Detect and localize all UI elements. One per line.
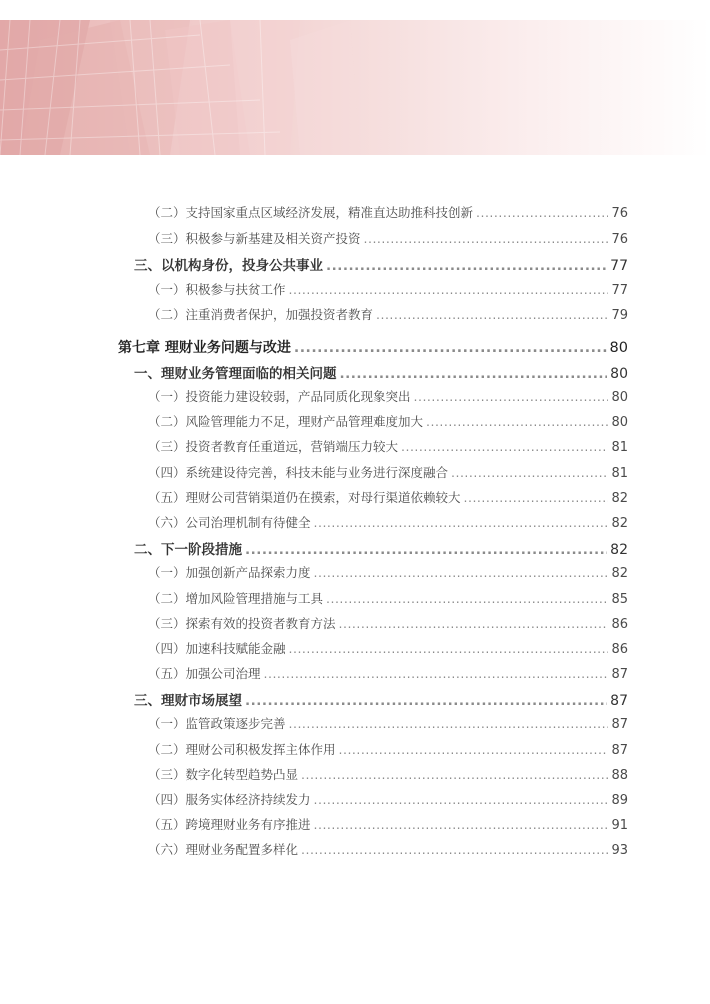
toc-leader-dots bbox=[314, 515, 609, 530]
toc-section-entry[interactable] bbox=[134, 254, 628, 274]
toc-entry[interactable] bbox=[148, 463, 628, 481]
toc-entry[interactable] bbox=[148, 840, 628, 858]
toc-entry[interactable] bbox=[148, 437, 628, 455]
toc-entry-label: 三、理财市场展望 bbox=[134, 693, 242, 709]
toc-entry-label: （四）服务实体经济持续发力 bbox=[148, 792, 311, 807]
toc-entry-label: （五）跨境理财业务有序推进 bbox=[148, 817, 311, 832]
toc-entry-page: 87 bbox=[610, 693, 628, 709]
toc-entry-label: （二）注重消费者保护，加强投资者教育 bbox=[148, 307, 374, 322]
toc-entry[interactable] bbox=[148, 740, 628, 758]
toc-entry-page: 80 bbox=[611, 390, 628, 405]
header-banner bbox=[0, 20, 710, 155]
toc-leader-dots bbox=[464, 490, 609, 505]
toc-entry-label: （五）理财公司营销渠道仍在摸索，对母行渠道依赖较大 bbox=[148, 490, 461, 505]
toc-section-entry[interactable] bbox=[134, 538, 628, 558]
toc-entry-page: 86 bbox=[611, 617, 628, 632]
toc-section-entry[interactable] bbox=[134, 362, 628, 382]
toc-leader-dots bbox=[301, 767, 608, 782]
toc-entry-page: 82 bbox=[611, 516, 628, 531]
toc-leader-dots bbox=[401, 439, 608, 454]
toc-entry-page: 87 bbox=[611, 717, 628, 732]
toc-entry-label: （一）积极参与扶贫工作 bbox=[148, 282, 286, 297]
toc-entry[interactable] bbox=[148, 614, 628, 632]
toc-leader-dots bbox=[314, 792, 609, 807]
toc-leader-dots bbox=[326, 258, 607, 274]
toc-entry-label: （三）探索有效的投资者教育方法 bbox=[148, 616, 336, 631]
toc-leader-dots bbox=[245, 693, 607, 709]
toc-entry[interactable] bbox=[148, 387, 628, 405]
toc-entry-page: 86 bbox=[611, 642, 628, 657]
toc-entry[interactable] bbox=[148, 305, 628, 323]
toc-entry-page: 82 bbox=[610, 542, 628, 558]
toc-entry-label: 三、以机构身份，投身公共事业 bbox=[134, 258, 323, 274]
toc-leader-dots bbox=[451, 465, 608, 480]
toc-entry-label: （五）加强公司治理 bbox=[148, 666, 261, 681]
toc-entry-page: 80 bbox=[609, 340, 628, 356]
toc-entry-label: （三）数字化转型趋势凸显 bbox=[148, 767, 299, 782]
toc-entry-label: 一、理财业务管理面临的相关问题 bbox=[134, 366, 337, 382]
toc-entry-label: （二）风险管理能力不足，理财产品管理难度加大 bbox=[148, 414, 424, 429]
toc-entry-page: 81 bbox=[611, 466, 628, 481]
toc-leader-dots bbox=[364, 231, 609, 246]
toc-entry-label: 第七章 理财业务问题与改进 bbox=[118, 340, 291, 356]
toc-entry[interactable] bbox=[148, 563, 628, 581]
toc-entry-label: （六）理财业务配置多样化 bbox=[148, 842, 299, 857]
toc-leader-dots bbox=[294, 340, 607, 356]
toc-entry-page: 88 bbox=[611, 768, 628, 783]
toc-leader-dots bbox=[376, 307, 608, 322]
toc-entry[interactable] bbox=[148, 765, 628, 783]
toc-leader-dots bbox=[264, 666, 609, 681]
toc-entry[interactable] bbox=[148, 488, 628, 506]
toc-entry[interactable] bbox=[148, 639, 628, 657]
toc-entry[interactable] bbox=[148, 203, 628, 221]
toc-leader-dots bbox=[340, 366, 608, 382]
toc-leader-dots bbox=[339, 616, 609, 631]
toc-section-entry[interactable] bbox=[134, 689, 628, 709]
toc-leader-dots bbox=[289, 641, 609, 656]
toc-entry[interactable] bbox=[148, 790, 628, 808]
toc-entry-label: （二）理财公司积极发挥主体作用 bbox=[148, 742, 336, 757]
toc-entry-label: （六）公司治理机制有待健全 bbox=[148, 515, 311, 530]
toc-entry-page: 80 bbox=[611, 415, 628, 430]
toc-entry-label: （三）积极参与新基建及相关资产投资 bbox=[148, 231, 361, 246]
toc-leader-dots bbox=[326, 591, 608, 606]
building-skyline-image bbox=[0, 20, 710, 155]
toc-entry-page: 87 bbox=[611, 743, 628, 758]
toc-chapter-entry[interactable] bbox=[118, 337, 628, 357]
toc-entry-page: 87 bbox=[611, 667, 628, 682]
toc-entry-label: （二）支持国家重点区域经济发展，精准直达助推科技创新 bbox=[148, 205, 474, 220]
toc-entry-page: 77 bbox=[610, 258, 628, 274]
toc-entry-page: 91 bbox=[611, 818, 628, 833]
toc-entry-page: 82 bbox=[611, 491, 628, 506]
toc-entry[interactable] bbox=[148, 589, 628, 607]
toc-entry[interactable] bbox=[148, 815, 628, 833]
toc-entry-page: 77 bbox=[611, 283, 628, 298]
toc-leader-dots bbox=[245, 542, 607, 558]
toc-entry-page: 80 bbox=[610, 366, 628, 382]
toc-leader-dots bbox=[314, 817, 609, 832]
toc-entry-page: 81 bbox=[611, 440, 628, 455]
toc-entry-label: （一）投资能力建设较弱，产品同质化现象突出 bbox=[148, 389, 411, 404]
toc-entry-label: （四）加速科技赋能金融 bbox=[148, 641, 286, 656]
toc-entry-page: 76 bbox=[611, 232, 628, 247]
toc-entry[interactable] bbox=[148, 714, 628, 732]
toc-entry-label: （一）加强创新产品探索力度 bbox=[148, 565, 311, 580]
toc-entry-label: 二、下一阶段措施 bbox=[134, 542, 242, 558]
toc-leader-dots bbox=[301, 842, 608, 857]
toc-entry-page: 76 bbox=[611, 206, 628, 221]
toc-entry-page: 85 bbox=[611, 592, 628, 607]
toc-entry-page: 79 bbox=[611, 308, 628, 323]
toc-entry[interactable] bbox=[148, 412, 628, 430]
toc-leader-dots bbox=[414, 389, 609, 404]
toc-leader-dots bbox=[314, 565, 609, 580]
toc-entry-label: （四）系统建设待完善，科技未能与业务进行深度融合 bbox=[148, 465, 449, 480]
toc-entry-label: （三）投资者教育任重道远，营销端压力较大 bbox=[148, 439, 399, 454]
toc-entry[interactable] bbox=[148, 229, 628, 247]
toc-leader-dots bbox=[289, 282, 609, 297]
toc-entry-page: 89 bbox=[611, 793, 628, 808]
toc-entry-label: （二）增加风险管理措施与工具 bbox=[148, 591, 324, 606]
toc-entry-label: （一）监管政策逐步完善 bbox=[148, 716, 286, 731]
toc-entry-page: 93 bbox=[611, 843, 628, 858]
toc-leader-dots bbox=[289, 716, 609, 731]
toc-entry[interactable] bbox=[148, 280, 628, 298]
toc-entry[interactable] bbox=[148, 513, 628, 531]
toc-leader-dots bbox=[339, 742, 609, 757]
toc-leader-dots bbox=[476, 205, 608, 220]
toc-entry[interactable] bbox=[148, 664, 628, 682]
toc-entry-page: 82 bbox=[611, 566, 628, 581]
toc-leader-dots bbox=[426, 414, 608, 429]
